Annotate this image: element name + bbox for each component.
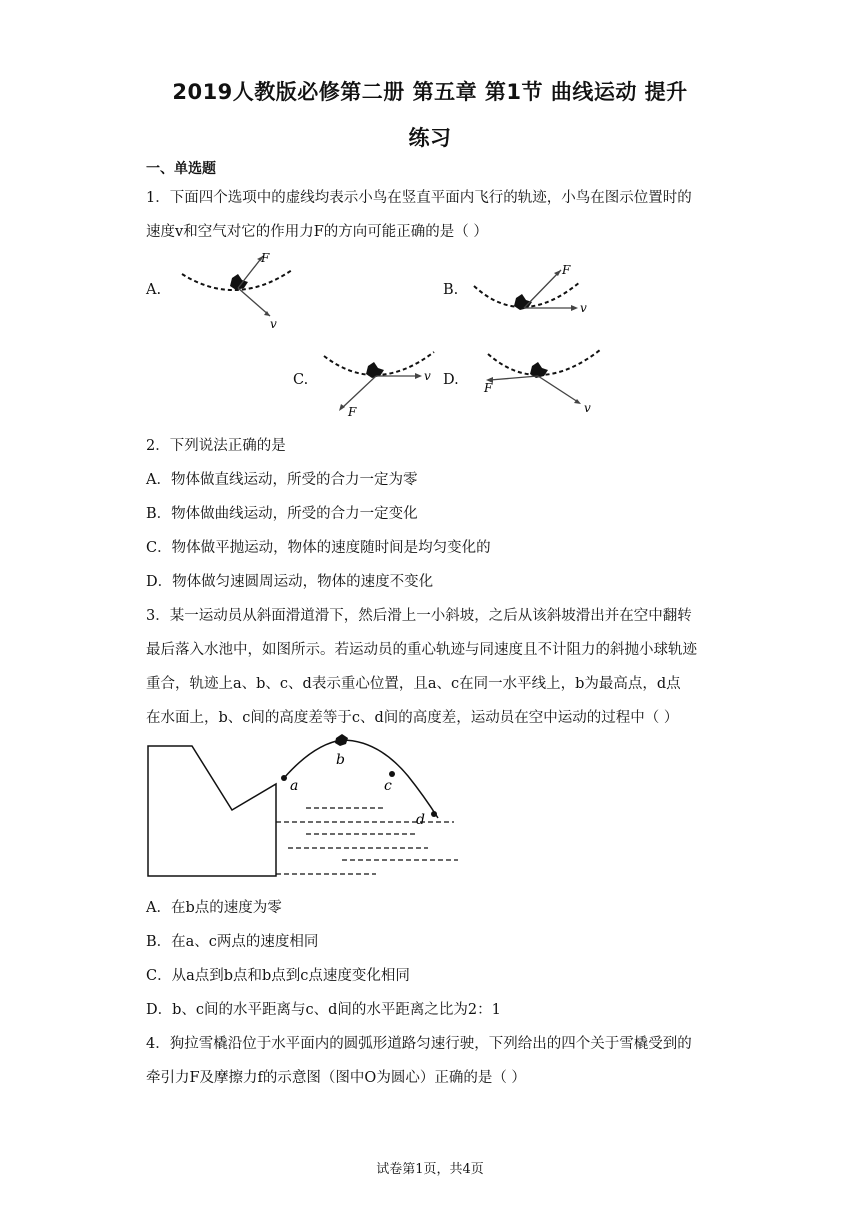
q1-stem-line1: 1．下面四个选项中的虚线均表示小鸟在竖直平面内飞行的轨迹，小鸟在图示位置时的 <box>146 190 692 206</box>
point-c-label: c <box>384 778 392 794</box>
q1-option-b-label: B. <box>443 282 459 298</box>
q4-stem-line1: 4．狗拉雪橇沿位于水平面内的圆弧形道路匀速行驶，下列给出的四个关于雪橇受到的 <box>146 1036 692 1052</box>
q3-option-b: B．在a、c两点的速度相同 <box>146 934 319 950</box>
q3-stem-line1: 3．某一运动员从斜面滑道滑下，然后滑上一小斜坡，之后从该斜坡滑出并在空中翻转 <box>146 608 692 624</box>
q1d-label-f: F <box>484 381 493 395</box>
section-heading: 一、单选题 <box>146 161 216 177</box>
water-surface <box>276 808 458 874</box>
q1a-label-v: v <box>270 317 277 330</box>
point-d-label: d <box>416 812 425 828</box>
slope-outline <box>148 746 276 876</box>
q1a-label-f: F <box>261 251 270 265</box>
q1b-label-v: v <box>580 301 587 315</box>
page-title-line2: 练习 <box>408 126 452 150</box>
q2-option-c: C．物体做平抛运动，物体的速度随时间是均匀变化的 <box>146 540 491 556</box>
point-a-label: a <box>290 778 299 794</box>
q1-option-b-figure <box>466 260 596 330</box>
q4-stem-line2: 牵引力F及摩擦力f的示意图（图中O为圆心）正确的是（ ） <box>146 1070 526 1086</box>
q3-stem-line2: 最后落入水池中，如图所示。若运动员的重心轨迹与同速度且不计阻力的斜抛小球轨迹 <box>146 642 697 658</box>
q2-option-b: B．物体做曲线运动，所受的合力一定变化 <box>146 506 418 522</box>
page-title-line1: 2019人教版必修第二册 第五章 第1节 曲线运动 提升 <box>172 80 688 104</box>
q3-ski-jump-figure <box>146 734 466 884</box>
q1-option-c-label: C. <box>293 372 309 388</box>
q1-option-d-figure <box>478 346 608 418</box>
q2-option-d: D．物体做匀速圆周运动，物体的速度不变化 <box>146 574 434 590</box>
q1-option-d-label: D. <box>443 372 459 388</box>
athlete-icon <box>335 734 348 746</box>
q1c-label-f: F <box>348 405 357 418</box>
q1-option-a-label: A. <box>146 282 162 298</box>
q3-stem-line3: 重合，轨迹上a、b、c、d表示重心位置，且a、c在同一水平线上，b为最高点，d点 <box>146 676 681 692</box>
q1d-label-v: v <box>584 401 591 415</box>
q1-option-a-figure <box>170 248 300 330</box>
q1-option-c-figure <box>318 346 448 418</box>
point-b-label: b <box>336 752 345 768</box>
q3-option-c: C．从a点到b点和b点到c点速度变化相同 <box>146 968 410 984</box>
q3-option-a: A．在b点的速度为零 <box>146 900 282 916</box>
bird-icon <box>530 362 548 378</box>
q1c-label-v: v <box>424 369 431 383</box>
page-footer: 试卷第1页，共4页 <box>376 1162 484 1177</box>
q3-stem-line4: 在水面上，b、c间的高度差等于c、d间的高度差，运动员在空中运动的过程中（ ） <box>146 710 679 726</box>
q1b-label-f: F <box>562 263 571 277</box>
trajectory-curve <box>284 740 438 818</box>
q3-option-d: D．b、c间的水平距离与c、d间的水平距离之比为2：1 <box>146 1002 501 1018</box>
q2-option-a: A．物体做直线运动，所受的合力一定为零 <box>146 472 418 488</box>
q2-stem: 2．下列说法正确的是 <box>146 438 286 454</box>
q1-stem-line2: 速度v和空气对它的作用力F的方向可能正确的是（ ） <box>146 224 488 240</box>
